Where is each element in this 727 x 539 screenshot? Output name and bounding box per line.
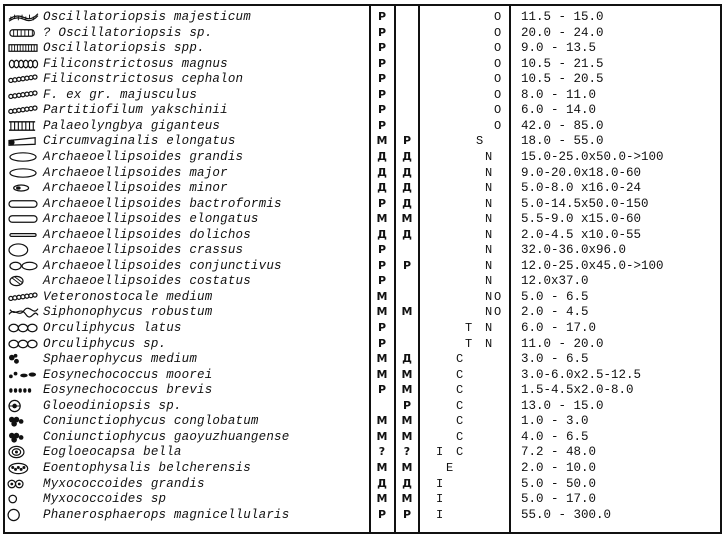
abundance-code-2: Д (402, 476, 412, 490)
taxon-name: Myxococcoides sp (43, 492, 167, 507)
thin-rod-icon (6, 228, 40, 242)
ellipsoid-icon (6, 166, 40, 180)
morphology-class-code: N (485, 227, 493, 242)
taxon-name: Eoentophysalis belcherensis (43, 460, 251, 475)
taxon-name: Palaeolyngbya gigantеus (43, 118, 221, 133)
table-row (0, 133, 727, 149)
table-row (0, 398, 727, 414)
taxon-name: F. ex gr. majusculus (43, 87, 198, 102)
table-row (0, 491, 727, 507)
morphology-class-code: I (436, 476, 444, 491)
abundance-code-1: Р (377, 336, 387, 350)
size-range: 12.0x37.0 (521, 274, 589, 289)
scattered-cells-icon (6, 368, 40, 382)
table-row (0, 367, 727, 383)
taxon-name: Archaeoellipsoides elongatus (43, 212, 259, 227)
abundance-code-1: Р (377, 72, 387, 86)
rod-icon (6, 212, 40, 226)
abundance-code-1: Р (377, 56, 387, 70)
abundance-code-2: М (401, 367, 413, 381)
morphology-class-code: N (485, 196, 493, 211)
table-row (0, 149, 727, 165)
morphology-class-code: I (436, 507, 444, 522)
globular-colony-icon (6, 414, 40, 428)
table-row (0, 211, 727, 227)
table-row (0, 320, 727, 336)
morphology-class-code: O (494, 25, 502, 40)
abundance-code-2: Р (402, 134, 412, 148)
abundance-code-1: М (376, 289, 388, 303)
table-row (0, 258, 727, 274)
morphology-class-code: C (456, 367, 464, 382)
size-range: 5.0 - 50.0 (521, 476, 597, 491)
abundance-code-1: М (376, 429, 388, 443)
morphology-class-code: T (465, 321, 473, 335)
size-range: 10.5 - 21.5 (521, 56, 604, 71)
constricted-filament-icon (6, 57, 40, 71)
abundance-code-1: Р (377, 321, 387, 334)
size-range: 5.0 - 6.5 (521, 289, 589, 304)
morphology-class-code: C (456, 383, 464, 398)
morphology-class-code: S (476, 134, 484, 149)
size-range: 55.0 - 300.0 (521, 507, 612, 522)
double-cell-icon (6, 477, 40, 491)
abundance-code-1: Р (377, 41, 387, 55)
morphology-class-code: O (494, 103, 502, 118)
abundance-code-1: Р (377, 274, 387, 288)
abundance-code-2: Р (402, 258, 412, 272)
table-row (0, 413, 727, 429)
abundance-code-2: ? (403, 445, 411, 459)
abundance-code-2: М (401, 305, 413, 319)
segmented-filament-icon (6, 41, 40, 55)
morphology-class-code: E (446, 460, 454, 475)
table-row (0, 242, 727, 258)
paired-ellipsoid-icon (6, 259, 40, 273)
morphology-class-code: N (485, 243, 493, 258)
table-row (0, 102, 727, 118)
size-range: 6.0 - 17.0 (521, 321, 597, 335)
taxon-name: Oscillatoriopsis spp. (43, 41, 205, 56)
abundance-code-1: Р (377, 25, 387, 39)
ellipsoid-icon (6, 150, 40, 164)
size-range: 18.0 - 55.0 (521, 134, 604, 149)
size-range: 8.0 - 11.0 (521, 87, 597, 102)
taxon-name: Archaeoellipsoides crassus (43, 243, 244, 258)
morphology-class-code: C (456, 414, 464, 429)
tangled-filaments-icon (6, 305, 40, 319)
abundance-code-1: Р (377, 507, 387, 521)
table-row (0, 196, 727, 212)
size-range: 13.0 - 15.0 (521, 398, 604, 413)
morphology-class-code: O (494, 72, 502, 87)
taxon-name: Filiconstrictosus cephalon (43, 72, 244, 87)
sheath-tube-icon (6, 134, 40, 148)
table-row (0, 382, 727, 398)
size-range: 5.0-8.0 x16.0-24 (521, 181, 642, 196)
taxon-name: Archaeoellipsoides costatus (43, 274, 251, 289)
abundance-code-2: Д (402, 165, 412, 179)
morphology-class-code: N (485, 305, 493, 320)
morphology-class-code: O (494, 10, 502, 24)
wide-filament-icon (6, 26, 40, 40)
abundance-code-1: Р (377, 103, 387, 117)
table-row (0, 227, 727, 243)
morphology-class-code: C (456, 429, 464, 444)
table-row (0, 25, 727, 41)
abundance-code-1: Р (377, 10, 387, 23)
size-range: 5.0 - 17.0 (521, 492, 597, 507)
taxon-name: Circumvaginalis elongatus (43, 134, 236, 149)
abundance-code-1: М (376, 212, 388, 226)
table-row (0, 476, 727, 492)
large-cell-icon (6, 508, 40, 522)
abundance-code-1: Р (377, 87, 387, 101)
table-row (0, 429, 727, 445)
taxon-name: Oscillatoriopsis majesticum (43, 10, 251, 24)
taxon-name: Coniunctiophycus conglobatum (43, 414, 259, 429)
taxon-name: Eosynechococcus moorei (43, 367, 213, 382)
abundance-code-1: ? (378, 445, 386, 459)
abundance-code-1: Д (377, 149, 387, 163)
abundance-code-2: М (401, 460, 413, 474)
morphology-class-code: N (485, 321, 493, 335)
table-row (0, 180, 727, 196)
table-row (0, 507, 727, 523)
table-row (0, 40, 727, 56)
abundance-code-1: Д (377, 227, 387, 241)
single-cell-icon (6, 492, 40, 506)
bead-chain-icon (6, 88, 40, 102)
abundance-code-1: М (376, 352, 388, 366)
abundance-code-1: Р (377, 196, 387, 210)
sheathed-filament-icon (6, 119, 40, 133)
morphology-class-code: N (485, 336, 493, 351)
taxon-name: Sphaerophycus medium (43, 352, 198, 367)
table-row (0, 118, 727, 134)
size-range: 32.0-36.0x96.0 (521, 243, 627, 258)
table-row (0, 9, 727, 25)
taxon-name: Partitiofilum yakschinii (43, 103, 228, 118)
size-range: 11.0 - 20.0 (521, 336, 604, 351)
size-range: 10.5 - 20.5 (521, 72, 604, 87)
small-cells-icon (6, 383, 40, 397)
morphology-class-code: I (436, 492, 444, 507)
morphology-class-code: O (494, 305, 502, 320)
abundance-code-2: М (401, 429, 413, 443)
size-range: 2.0 - 10.0 (521, 460, 597, 475)
abundance-code-2: Р (402, 398, 412, 412)
abundance-code-1: М (376, 134, 388, 148)
morphology-class-code: N (485, 165, 493, 180)
morphology-class-code: N (485, 274, 493, 289)
abundance-code-2: Д (402, 196, 412, 210)
rod-icon (6, 197, 40, 211)
morphology-class-code: C (456, 352, 464, 367)
size-range: 11.5 - 15.0 (521, 10, 604, 24)
table-row (0, 87, 727, 103)
size-range: 1.0 - 3.0 (521, 414, 589, 429)
table-row (0, 273, 727, 289)
morphology-class-code: I (436, 445, 444, 460)
table-row (0, 165, 727, 181)
size-range: 12.0-25.0x45.0->100 (521, 258, 664, 273)
bead-chain-icon (6, 72, 40, 86)
taxon-name: Archaeoellipsoides conjunctivus (43, 258, 282, 273)
bead-chain-icon (6, 290, 40, 304)
abundance-code-1: М (376, 460, 388, 474)
cell-cluster-icon (6, 352, 40, 366)
taxon-name: Siphonophycus robustum (43, 305, 213, 320)
table-row (0, 336, 727, 352)
taxon-name: Phanerosphaerops magnicellularis (43, 507, 290, 522)
abundance-code-2: Р (402, 507, 412, 521)
abundance-code-2: Д (402, 181, 412, 195)
abundance-code-2: М (401, 414, 413, 428)
globular-colony-icon (6, 430, 40, 444)
abundance-code-2: Д (402, 227, 412, 241)
size-range: 6.0 - 14.0 (521, 103, 597, 118)
size-range: 15.0-25.0x50.0->100 (521, 149, 664, 164)
morphology-class-code: N (485, 212, 493, 227)
taxon-name: Archaeoellipsoides grandis (43, 149, 244, 164)
size-range: 5.5-9.0 x15.0-60 (521, 212, 642, 227)
nested-capsule-icon (6, 445, 40, 459)
table-row (0, 444, 727, 460)
table-row (0, 71, 727, 87)
table-row (0, 460, 727, 476)
chained-ovals-icon (6, 321, 40, 335)
abundance-code-1: М (376, 367, 388, 381)
abundance-code-2: М (401, 212, 413, 226)
size-range: 2.0 - 4.5 (521, 305, 589, 320)
small-ellipsoid-icon (6, 181, 40, 195)
morphology-class-code: N (485, 149, 493, 164)
size-range: 7.2 - 48.0 (521, 445, 597, 460)
taxon-name: Archaeoellipsoides minor (43, 181, 228, 196)
abundance-code-2: М (401, 383, 413, 397)
size-range: 3.0 - 6.5 (521, 352, 589, 367)
enveloped-cell-icon (6, 399, 40, 413)
size-range: 2.0-4.5 x10.0-55 (521, 227, 642, 242)
abundance-code-1: Д (377, 181, 387, 195)
bead-chain-icon (6, 103, 40, 117)
abundance-code-1: Р (377, 383, 387, 397)
size-range: 9.0-20.0x18.0-60 (521, 165, 642, 180)
taxon-name: Myxococcoides grandis (43, 476, 205, 491)
size-range: 42.0 - 85.0 (521, 118, 604, 133)
taxon-name: Eogloeocapsa bella (43, 445, 182, 460)
abundance-code-1: Р (377, 258, 387, 272)
abundance-code-1: М (376, 414, 388, 428)
abundance-code-2: Д (402, 149, 412, 163)
morphology-class-code: C (456, 445, 464, 460)
size-range: 20.0 - 24.0 (521, 25, 604, 40)
taxon-name: Eosynechococcus brevis (43, 383, 213, 398)
size-range: 9.0 - 13.5 (521, 41, 597, 56)
colony-mat-icon (6, 461, 40, 475)
size-range: 5.0-14.5x50.0-150 (521, 196, 649, 211)
table-row (0, 351, 727, 367)
abundance-code-1: М (376, 492, 388, 506)
chained-ovals-icon (6, 337, 40, 351)
taxon-name: Coniunctiophycus gaoyuzhuangense (43, 429, 290, 444)
size-range: 3.0-6.0x2.5-12.5 (521, 367, 642, 382)
size-range: 1.5-4.5x2.0-8.0 (521, 383, 634, 398)
abundance-code-2: М (401, 492, 413, 506)
table-row (0, 56, 727, 72)
large-ellipse-icon (6, 243, 40, 257)
ribbed-ellipsoid-icon (6, 274, 40, 288)
morphology-class-code: O (494, 118, 502, 133)
taxon-name: Archaeoellipsoides bactroformis (43, 196, 282, 211)
abundance-code-1: Д (377, 476, 387, 490)
taxon-name: Gloeodiniopsis sp. (43, 398, 182, 413)
long-segmented-filament-icon (6, 10, 40, 24)
table-row (0, 304, 727, 320)
taxon-name: Archaeoellipsoides major (43, 165, 228, 180)
taxon-name: Veteronostocale medium (43, 289, 213, 304)
morphology-class-code: O (494, 289, 502, 304)
morphology-class-code: O (494, 87, 502, 102)
morphology-class-code: N (485, 181, 493, 196)
morphology-class-code: C (456, 398, 464, 413)
morphology-class-code: O (494, 41, 502, 56)
abundance-code-1: М (376, 305, 388, 319)
taxon-name: Orculiphycus latus (43, 321, 182, 335)
size-range: 4.0 - 6.5 (521, 429, 589, 444)
taxon-name: ? Oscillatoriopsis sp. (43, 25, 213, 40)
taxon-name: Orculiphycus sp. (43, 336, 167, 351)
morphology-class-code: T (465, 336, 473, 351)
morphology-class-code: N (485, 289, 493, 304)
morphology-class-code: O (494, 56, 502, 71)
taxon-name: Filiconstrictosus magnus (43, 56, 228, 71)
abundance-code-1: Р (377, 118, 387, 132)
abundance-code-2: Д (402, 352, 412, 366)
table-row (0, 289, 727, 305)
abundance-code-1: Д (377, 165, 387, 179)
morphology-class-code: N (485, 258, 493, 273)
abundance-code-1: Р (377, 243, 387, 257)
taxon-name: Archaeoellipsoides dolichos (43, 227, 251, 242)
